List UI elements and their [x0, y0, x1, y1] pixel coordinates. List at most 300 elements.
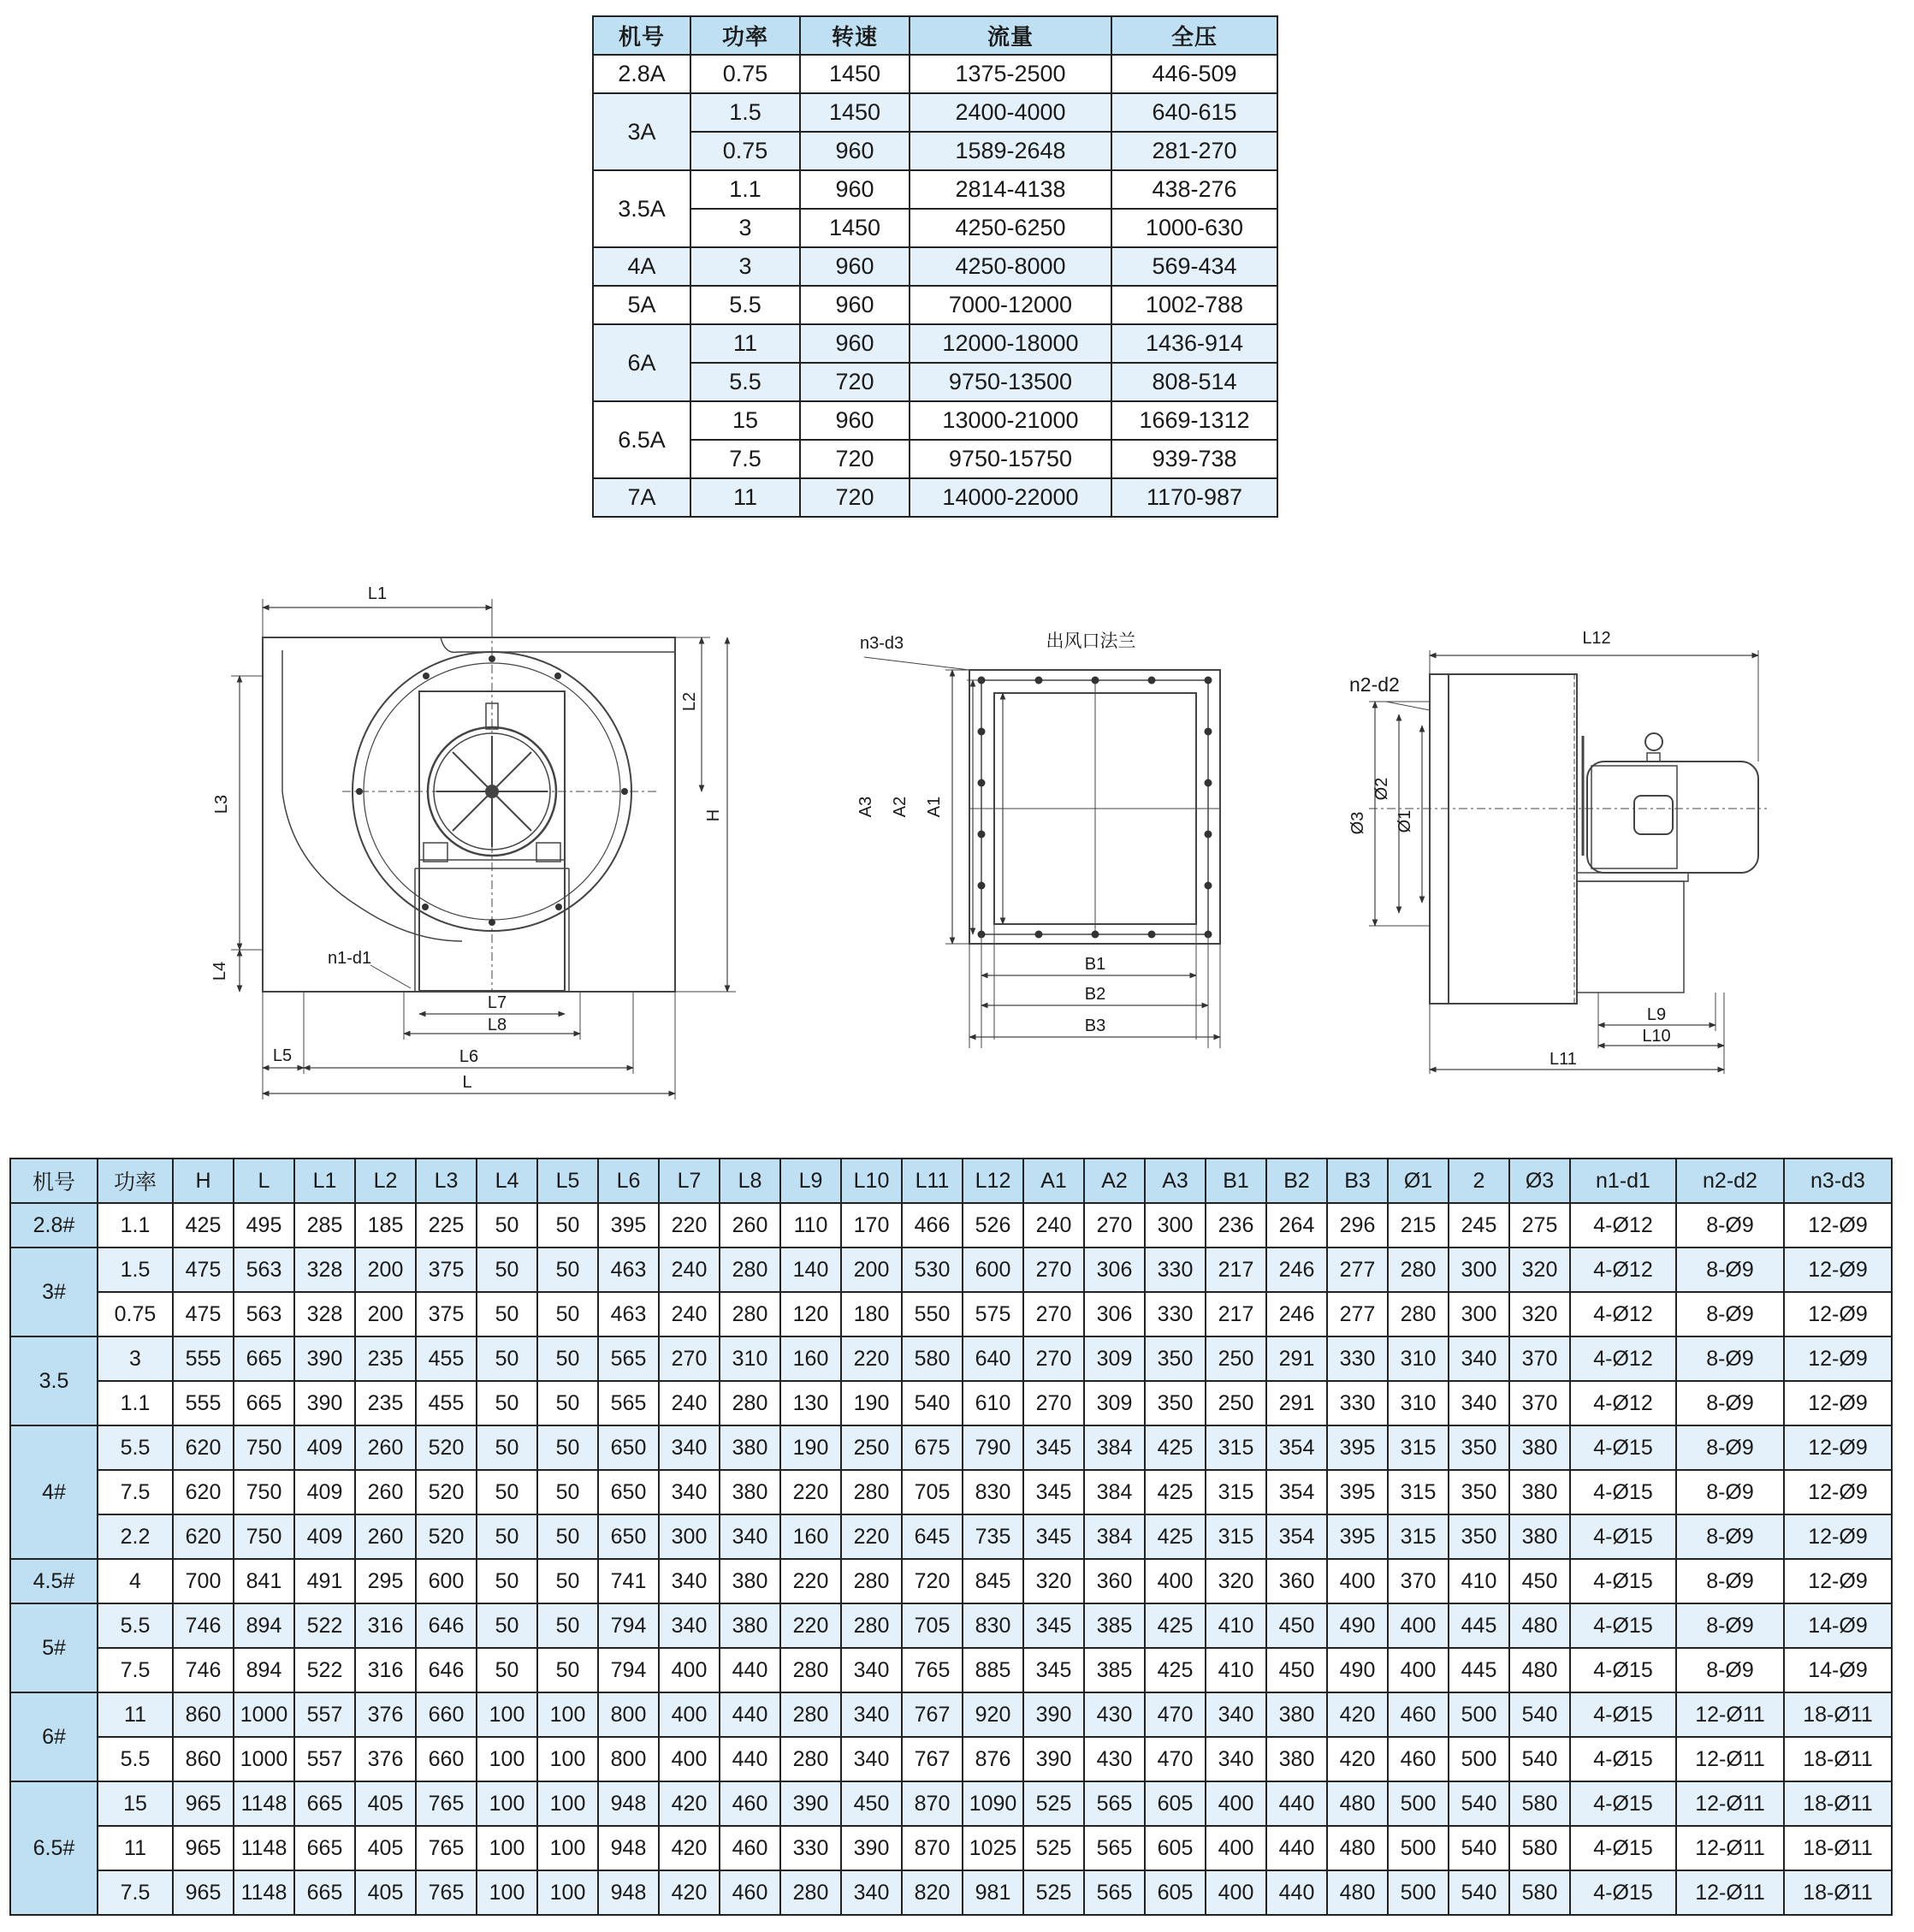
dim-model-cell: 6.5#	[10, 1781, 98, 1915]
dim-cell: 384	[1084, 1425, 1145, 1470]
dim-cell: 240	[659, 1248, 720, 1292]
side-view-labels	[1348, 629, 1671, 1069]
label-h: H	[704, 809, 723, 822]
dim-cell: 315	[1388, 1470, 1449, 1514]
dimension-header-row	[10, 1159, 1892, 1203]
dim-cell: 100	[537, 1737, 598, 1781]
flange-view-drawing	[864, 657, 1220, 1048]
dim-cell: 525	[1023, 1870, 1084, 1915]
dim-cell: 380	[720, 1603, 780, 1648]
perf-flow-cell: 2400-4000	[910, 93, 1111, 132]
dim-cell: 7.5	[98, 1470, 173, 1514]
dim-cell: 450	[1509, 1559, 1570, 1603]
dim-cell: 345	[1023, 1514, 1084, 1559]
dim-cell: 12-Ø9	[1784, 1559, 1892, 1603]
dim-cell: 340	[659, 1603, 720, 1648]
dim-cell: 735	[963, 1514, 1023, 1559]
perf-flow-cell: 9750-13500	[910, 363, 1111, 401]
flange-view-labels	[856, 631, 1136, 1035]
perf-model-cell: 3.5A	[593, 170, 690, 247]
dim-cell: 220	[780, 1559, 841, 1603]
dim-row	[10, 1203, 1892, 1248]
dim-header-cell: L	[234, 1159, 294, 1203]
dim-cell: 190	[780, 1425, 841, 1470]
dim-cell: 50	[537, 1248, 598, 1292]
dim-cell: 100	[477, 1870, 537, 1915]
dim-cell: 50	[537, 1292, 598, 1336]
perf-pressure-cell: 281-270	[1111, 132, 1277, 170]
dim-cell: 894	[234, 1603, 294, 1648]
dim-cell: 100	[477, 1781, 537, 1826]
dim-cell: 217	[1206, 1292, 1266, 1336]
perf-flow-cell: 14000-22000	[910, 478, 1111, 517]
front-view-labels	[210, 584, 723, 1092]
dim-cell: 876	[963, 1737, 1023, 1781]
dim-cell: 450	[1266, 1603, 1327, 1648]
dim-cell: 0.75	[98, 1292, 173, 1336]
dim-cell: 409	[294, 1470, 355, 1514]
dim-header-cell: A2	[1084, 1159, 1145, 1203]
dim-cell: 400	[1388, 1648, 1449, 1692]
perf-power-cell: 5.5	[690, 363, 800, 401]
dim-cell: 11	[98, 1692, 173, 1737]
perf-speed-cell: 960	[800, 247, 910, 286]
dim-cell: 605	[1145, 1781, 1206, 1826]
dim-cell: 11	[98, 1826, 173, 1870]
dim-header-cell: L4	[477, 1159, 537, 1203]
dim-cell: 665	[234, 1336, 294, 1381]
dim-cell: 790	[963, 1425, 1023, 1470]
dim-cell: 1000	[234, 1692, 294, 1737]
label-l11: L11	[1550, 1050, 1577, 1069]
dim-cell: 981	[963, 1870, 1023, 1915]
dim-cell: 425	[1145, 1603, 1206, 1648]
perf-pressure-cell: 1170-987	[1111, 478, 1277, 517]
dim-cell: 500	[1388, 1870, 1449, 1915]
dim-cell: 490	[1327, 1603, 1388, 1648]
perf-model-cell: 6.5A	[593, 401, 690, 478]
dim-header-cell: L10	[841, 1159, 902, 1203]
perf-speed-cell: 720	[800, 363, 910, 401]
dim-cell: 400	[1206, 1781, 1266, 1826]
dim-cell: 376	[355, 1692, 416, 1737]
dim-cell: 410	[1449, 1559, 1509, 1603]
dim-cell: 190	[841, 1381, 902, 1425]
dim-cell: 360	[1266, 1559, 1327, 1603]
dim-cell: 350	[1449, 1425, 1509, 1470]
dim-cell: 250	[841, 1425, 902, 1470]
dim-cell: 830	[963, 1603, 1023, 1648]
dim-cell: 330	[1327, 1336, 1388, 1381]
dim-cell: 8-Ø9	[1676, 1292, 1784, 1336]
perf-speed-cell: 960	[800, 401, 910, 440]
dim-cell: 948	[598, 1826, 659, 1870]
perf-power-cell: 11	[690, 324, 800, 363]
dim-cell: 277	[1327, 1292, 1388, 1336]
dim-cell: 280	[1388, 1248, 1449, 1292]
dim-row	[10, 1781, 1892, 1826]
dim-model-cell: 3#	[10, 1248, 98, 1336]
dim-cell: 330	[1145, 1248, 1206, 1292]
dim-model-cell: 2.8#	[10, 1203, 98, 1248]
dim-cell: 4-Ø12	[1570, 1381, 1676, 1425]
dim-cell: 18-Ø11	[1784, 1781, 1892, 1826]
dim-cell: 463	[598, 1248, 659, 1292]
dim-cell: 665	[234, 1381, 294, 1425]
dim-header-cell: L7	[659, 1159, 720, 1203]
dim-header-cell: B1	[1206, 1159, 1266, 1203]
perf-pressure-cell: 1002-788	[1111, 286, 1277, 324]
dim-header-cell: n3-d3	[1784, 1159, 1892, 1203]
dim-cell: 4-Ø15	[1570, 1826, 1676, 1870]
perf-power-cell: 0.75	[690, 132, 800, 170]
dim-cell: 409	[294, 1514, 355, 1559]
dim-row	[10, 1381, 1892, 1425]
dim-cell: 315	[1206, 1514, 1266, 1559]
perf-speed-cell: 960	[800, 132, 910, 170]
perf-pressure-cell: 1436-914	[1111, 324, 1277, 363]
dim-header-cell: 机号	[10, 1159, 98, 1203]
dim-header-cell: L8	[720, 1159, 780, 1203]
dim-cell: 565	[1084, 1870, 1145, 1915]
dim-cell: 260	[720, 1203, 780, 1248]
dim-header-cell: L2	[355, 1159, 416, 1203]
dim-cell: 18-Ø11	[1784, 1870, 1892, 1915]
dim-cell: 285	[294, 1203, 355, 1248]
dim-cell: 296	[1327, 1203, 1388, 1248]
dim-cell: 765	[902, 1648, 963, 1692]
dim-header-cell: A1	[1023, 1159, 1084, 1203]
dim-cell: 480	[1327, 1826, 1388, 1870]
dim-cell: 4-Ø15	[1570, 1781, 1676, 1826]
dim-cell: 4-Ø15	[1570, 1648, 1676, 1692]
dim-cell: 264	[1266, 1203, 1327, 1248]
dim-cell: 495	[234, 1203, 294, 1248]
dim-cell: 50	[537, 1648, 598, 1692]
dim-cell: 350	[1449, 1514, 1509, 1559]
dim-cell: 12-Ø11	[1676, 1737, 1784, 1781]
perf-header-cell: 流量	[910, 16, 1111, 55]
dim-cell: 310	[1388, 1336, 1449, 1381]
dim-cell: 660	[416, 1737, 477, 1781]
dim-cell: 1090	[963, 1781, 1023, 1826]
dim-cell: 140	[780, 1248, 841, 1292]
dim-cell: 565	[598, 1336, 659, 1381]
dim-cell: 491	[294, 1559, 355, 1603]
dim-cell: 270	[1084, 1203, 1145, 1248]
dim-cell: 470	[1145, 1692, 1206, 1737]
dim-cell: 600	[963, 1248, 1023, 1292]
dim-cell: 12-Ø11	[1676, 1870, 1784, 1915]
perf-pressure-cell: 569-434	[1111, 247, 1277, 286]
dim-cell: 120	[780, 1292, 841, 1336]
dim-cell: 480	[1327, 1870, 1388, 1915]
perf-pressure-cell: 1000-630	[1111, 209, 1277, 247]
dim-cell: 526	[963, 1203, 1023, 1248]
dim-cell: 15	[98, 1781, 173, 1826]
dim-cell: 820	[902, 1870, 963, 1915]
perf-header-cell: 转速	[800, 16, 910, 55]
front-view-drawing	[231, 599, 736, 1099]
dim-cell: 340	[841, 1870, 902, 1915]
dim-cell: 645	[902, 1514, 963, 1559]
dim-cell: 200	[355, 1292, 416, 1336]
dim-cell: 246	[1266, 1292, 1327, 1336]
dim-cell: 675	[902, 1425, 963, 1470]
dim-cell: 50	[477, 1203, 537, 1248]
dim-cell: 380	[1266, 1692, 1327, 1737]
dim-cell: 345	[1023, 1470, 1084, 1514]
dim-cell: 7.5	[98, 1870, 173, 1915]
dim-cell: 110	[780, 1203, 841, 1248]
dim-cell: 440	[720, 1692, 780, 1737]
label-l2: L2	[680, 691, 699, 712]
dim-cell: 440	[1266, 1826, 1327, 1870]
label-l1: L1	[367, 584, 388, 603]
label-a2: A2	[891, 796, 910, 818]
perf-pressure-cell: 446-509	[1111, 55, 1277, 93]
dim-cell: 400	[1388, 1603, 1449, 1648]
dim-header-cell: L12	[963, 1159, 1023, 1203]
dim-cell: 400	[1206, 1826, 1266, 1870]
dim-cell: 425	[173, 1203, 234, 1248]
dim-cell: 18-Ø11	[1784, 1692, 1892, 1737]
dim-header-cell: Ø1	[1388, 1159, 1449, 1203]
dim-cell: 350	[1449, 1470, 1509, 1514]
dim-cell: 430	[1084, 1737, 1145, 1781]
perf-power-cell: 1.1	[690, 170, 800, 209]
dim-cell: 665	[294, 1781, 355, 1826]
dim-cell: 185	[355, 1203, 416, 1248]
dim-cell: 425	[1145, 1648, 1206, 1692]
dim-cell: 246	[1266, 1248, 1327, 1292]
dim-cell: 565	[1084, 1781, 1145, 1826]
dim-cell: 620	[173, 1425, 234, 1470]
label-d2: Ø2	[1372, 777, 1391, 801]
dim-cell: 328	[294, 1292, 355, 1336]
dim-cell: 100	[477, 1737, 537, 1781]
dim-cell: 220	[659, 1203, 720, 1248]
dim-cell: 217	[1206, 1248, 1266, 1292]
dim-cell: 646	[416, 1648, 477, 1692]
dim-cell: 948	[598, 1781, 659, 1826]
dim-header-cell: L6	[598, 1159, 659, 1203]
dim-cell: 4-Ø12	[1570, 1336, 1676, 1381]
dim-cell: 4-Ø15	[1570, 1870, 1676, 1915]
dim-cell: 280	[841, 1470, 902, 1514]
perf-flow-cell: 13000-21000	[910, 401, 1111, 440]
dim-cell: 8-Ø9	[1676, 1203, 1784, 1248]
dim-cell: 605	[1145, 1870, 1206, 1915]
dim-cell: 370	[1509, 1381, 1570, 1425]
dim-cell: 580	[1509, 1870, 1570, 1915]
label-d1: Ø1	[1396, 809, 1414, 833]
dim-cell: 8-Ø9	[1676, 1425, 1784, 1470]
dim-cell: 12-Ø9	[1784, 1470, 1892, 1514]
perf-model-cell: 7A	[593, 478, 690, 517]
perf-model-cell: 3A	[593, 93, 690, 170]
dim-cell: 291	[1266, 1336, 1327, 1381]
dim-cell: 50	[477, 1470, 537, 1514]
dim-cell: 277	[1327, 1248, 1388, 1292]
dim-cell: 50	[477, 1248, 537, 1292]
dim-cell: 12-Ø9	[1784, 1514, 1892, 1559]
dim-cell: 380	[720, 1470, 780, 1514]
dim-cell: 12-Ø11	[1676, 1781, 1784, 1826]
dim-cell: 340	[659, 1470, 720, 1514]
dim-cell: 315	[1388, 1425, 1449, 1470]
dim-cell: 330	[780, 1826, 841, 1870]
dim-cell: 291	[1266, 1381, 1327, 1425]
dim-cell: 475	[173, 1292, 234, 1336]
dim-cell: 330	[1327, 1381, 1388, 1425]
dim-cell: 409	[294, 1425, 355, 1470]
dim-cell: 540	[1449, 1781, 1509, 1826]
perf-power-cell: 5.5	[690, 286, 800, 324]
dim-cell: 12-Ø9	[1784, 1248, 1892, 1292]
dim-cell: 395	[1327, 1425, 1388, 1470]
dim-cell: 50	[477, 1514, 537, 1559]
perf-flow-cell: 7000-12000	[910, 286, 1111, 324]
dim-cell: 525	[1023, 1826, 1084, 1870]
dim-cell: 270	[659, 1336, 720, 1381]
perf-pressure-cell: 640-615	[1111, 93, 1277, 132]
dim-cell: 354	[1266, 1425, 1327, 1470]
dim-cell: 50	[477, 1559, 537, 1603]
dim-cell: 50	[537, 1381, 598, 1425]
perf-flow-cell: 4250-6250	[910, 209, 1111, 247]
dim-cell: 328	[294, 1248, 355, 1292]
dim-cell: 1148	[234, 1781, 294, 1826]
dim-cell: 295	[355, 1559, 416, 1603]
dim-cell: 965	[173, 1781, 234, 1826]
dim-cell: 395	[1327, 1514, 1388, 1559]
dim-cell: 280	[780, 1737, 841, 1781]
dim-row	[10, 1514, 1892, 1559]
dim-cell: 520	[416, 1425, 477, 1470]
perf-pressure-cell: 939-738	[1111, 440, 1277, 478]
dim-cell: 316	[355, 1648, 416, 1692]
dim-cell: 4-Ø12	[1570, 1203, 1676, 1248]
dim-cell: 50	[537, 1203, 598, 1248]
dim-cell: 750	[234, 1425, 294, 1470]
dim-cell: 460	[720, 1826, 780, 1870]
dim-cell: 460	[720, 1870, 780, 1915]
dim-cell: 540	[902, 1381, 963, 1425]
dim-cell: 400	[1145, 1559, 1206, 1603]
dim-cell: 405	[355, 1870, 416, 1915]
dim-cell: 50	[537, 1425, 598, 1470]
dim-cell: 275	[1509, 1203, 1570, 1248]
dim-cell: 18-Ø11	[1784, 1737, 1892, 1781]
dim-cell: 420	[1327, 1737, 1388, 1781]
dim-cell: 620	[173, 1470, 234, 1514]
dim-cell: 100	[537, 1870, 598, 1915]
dim-cell: 380	[1266, 1737, 1327, 1781]
dim-model-cell: 5#	[10, 1603, 98, 1692]
dim-cell: 380	[720, 1425, 780, 1470]
dim-cell: 540	[1449, 1826, 1509, 1870]
dim-cell: 340	[841, 1737, 902, 1781]
dim-cell: 500	[1388, 1826, 1449, 1870]
dim-cell: 800	[598, 1737, 659, 1781]
label-l4: L4	[210, 961, 229, 981]
dim-cell: 376	[355, 1737, 416, 1781]
dim-cell: 870	[902, 1781, 963, 1826]
dim-cell: 3	[98, 1336, 173, 1381]
dim-header-cell: L5	[537, 1159, 598, 1203]
dim-header-cell: n1-d1	[1570, 1159, 1676, 1203]
dim-cell: 380	[1509, 1425, 1570, 1470]
dim-cell: 235	[355, 1336, 416, 1381]
dim-cell: 665	[294, 1826, 355, 1870]
dim-cell: 280	[841, 1559, 902, 1603]
dimension-table	[9, 1158, 1893, 1916]
dim-cell: 280	[780, 1870, 841, 1915]
label-n1-d1: n1-d1	[328, 949, 372, 968]
dim-cell: 460	[1388, 1737, 1449, 1781]
dim-row	[10, 1603, 1892, 1648]
dim-cell: 309	[1084, 1381, 1145, 1425]
dim-cell: 440	[720, 1737, 780, 1781]
dim-cell: 555	[173, 1336, 234, 1381]
dim-cell: 830	[963, 1470, 1023, 1514]
dim-cell: 354	[1266, 1514, 1327, 1559]
dim-cell: 8-Ø9	[1676, 1336, 1784, 1381]
dim-cell: 340	[720, 1514, 780, 1559]
dim-cell: 250	[1206, 1336, 1266, 1381]
dim-cell: 841	[234, 1559, 294, 1603]
dim-row	[10, 1737, 1892, 1781]
dimension-body	[10, 1203, 1892, 1915]
perf-pressure-cell: 1669-1312	[1111, 401, 1277, 440]
dim-cell: 12-Ø9	[1784, 1381, 1892, 1425]
dim-cell: 100	[477, 1692, 537, 1737]
dim-cell: 340	[841, 1648, 902, 1692]
dim-cell: 4-Ø12	[1570, 1292, 1676, 1336]
dim-cell: 50	[537, 1559, 598, 1603]
dim-cell: 320	[1206, 1559, 1266, 1603]
dim-cell: 390	[780, 1781, 841, 1826]
dim-cell: 310	[1388, 1381, 1449, 1425]
dim-cell: 345	[1023, 1648, 1084, 1692]
dim-cell: 330	[1145, 1292, 1206, 1336]
dim-cell: 665	[294, 1870, 355, 1915]
perf-model-cell: 5A	[593, 286, 690, 324]
dim-header-cell: 功率	[98, 1159, 173, 1203]
dim-cell: 500	[1449, 1737, 1509, 1781]
dim-cell: 280	[720, 1292, 780, 1336]
dim-cell: 12-Ø9	[1784, 1425, 1892, 1470]
perf-power-cell: 3	[690, 247, 800, 286]
dim-cell: 767	[902, 1692, 963, 1737]
dim-cell: 280	[720, 1248, 780, 1292]
dim-cell: 650	[598, 1470, 659, 1514]
dim-row	[10, 1425, 1892, 1470]
dim-cell: 522	[294, 1603, 355, 1648]
dim-cell: 480	[1327, 1781, 1388, 1826]
dim-cell: 385	[1084, 1603, 1145, 1648]
dim-cell: 705	[902, 1603, 963, 1648]
perf-power-cell: 15	[690, 401, 800, 440]
dim-cell: 300	[659, 1514, 720, 1559]
dim-cell: 525	[1023, 1781, 1084, 1826]
dim-cell: 240	[659, 1381, 720, 1425]
dim-cell: 520	[416, 1470, 477, 1514]
dim-cell: 580	[1509, 1826, 1570, 1870]
dim-cell: 340	[1449, 1336, 1509, 1381]
dim-cell: 400	[1206, 1870, 1266, 1915]
